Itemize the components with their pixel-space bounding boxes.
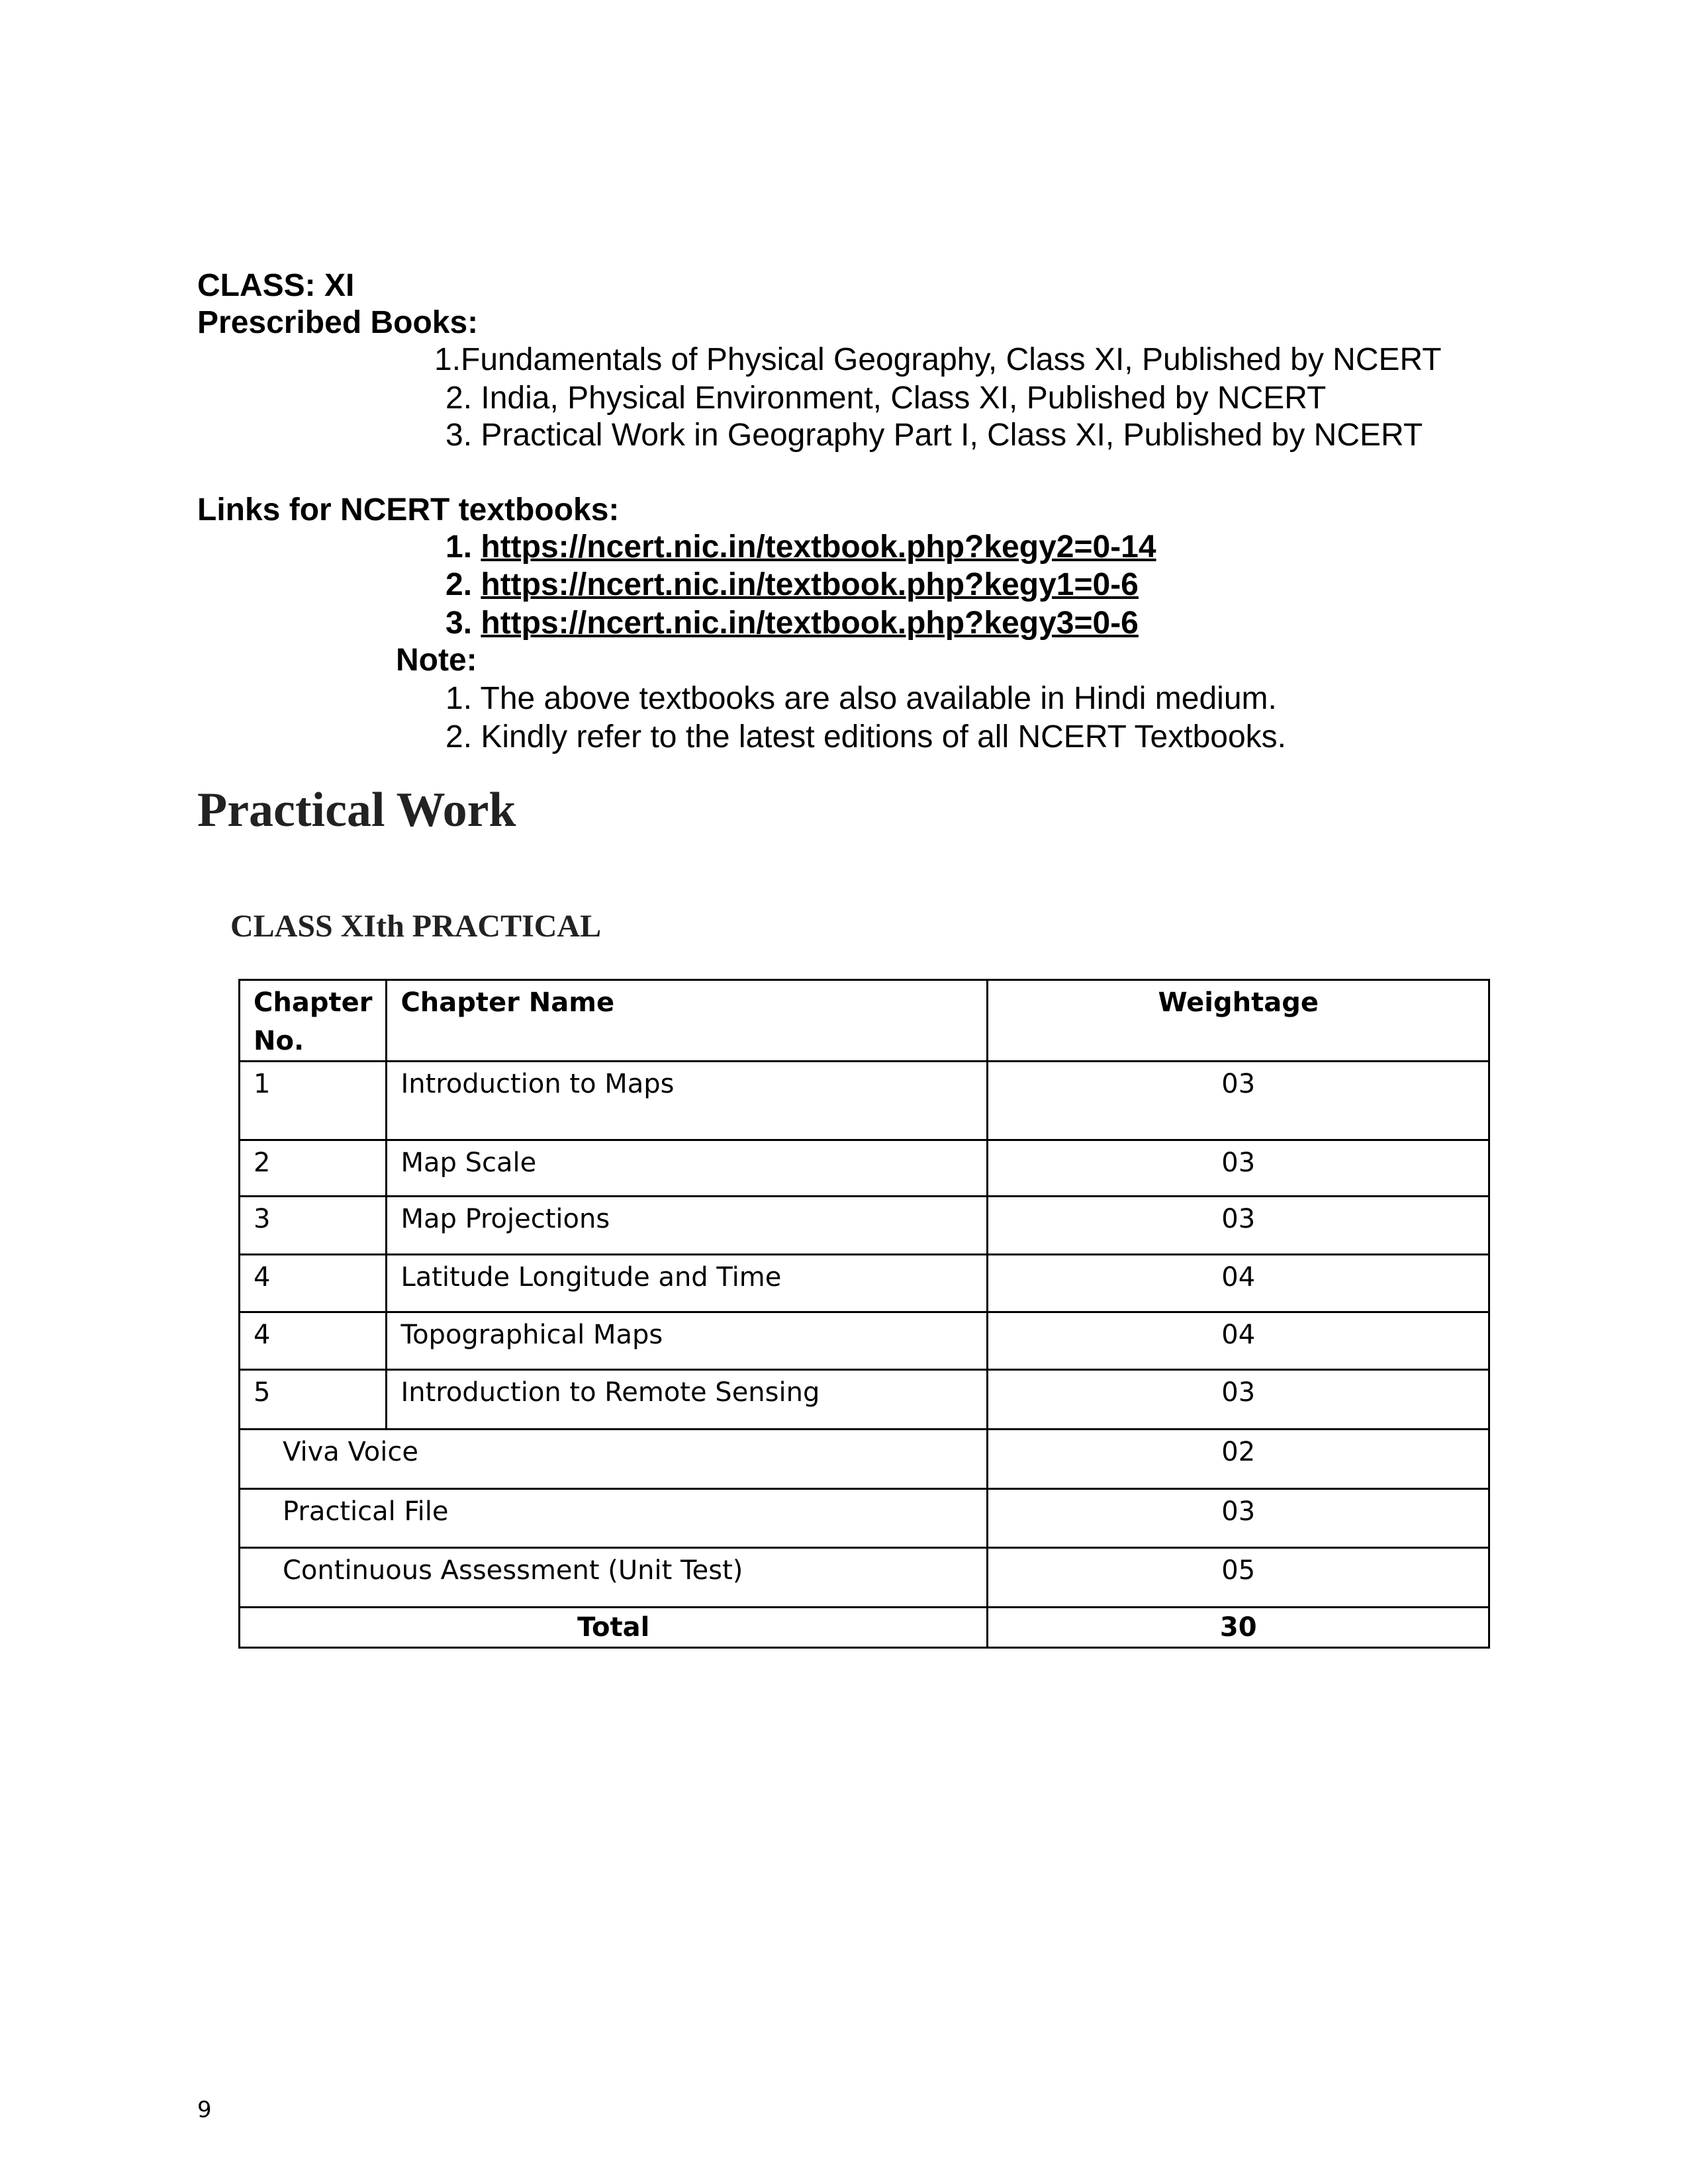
weightage: 04 [988,1255,1489,1312]
table-header-row [240,980,1489,1062]
chapter-name: Latitude Longitude and Time [387,1255,988,1312]
chapter-no: 4 [240,1255,387,1312]
section-title: Practical Work [197,783,516,837]
prescribed-book-item: 3. Practical Work in Geography Part I, Class XI, Published by NCERT [445,418,1423,453]
class-label: CLASS: XI [197,268,355,303]
table-row [240,1370,1489,1430]
link-number: 3. [445,606,473,641]
weightage: 03 [988,1370,1489,1430]
textbook-link[interactable]: https://ncert.nic.in/textbook.php?kegy2=0-14 [481,529,1156,565]
chapter-name: Topographical Maps [387,1312,988,1370]
note-heading: Note: [396,643,477,678]
chapter-name: Introduction to Remote Sensing [387,1370,988,1430]
link-number: 1. [445,529,473,565]
table-title: CLASS XIth PRACTICAL [230,909,602,944]
note-item: 2. Kindly refer to the latest editions of all NCERT Textbooks. [445,719,1286,754]
chapter-no: 4 [240,1312,387,1370]
links-heading: Links for NCERT textbooks: [197,492,620,527]
weightage: 04 [988,1312,1489,1370]
chapter-name: Introduction to Maps [387,1062,988,1140]
chapter-name: Map Scale [387,1140,988,1197]
weightage: 03 [988,1489,1489,1548]
textbook-link[interactable]: https://ncert.nic.in/textbook.php?kegy3=0-6 [481,606,1139,641]
link-item [445,529,1156,565]
component-name: Viva Voice [240,1430,988,1489]
link-number: 2. [445,567,473,602]
component-name: Continuous Assessment (Unit Test) [240,1548,988,1608]
total-label: Total [240,1608,988,1648]
table-row [240,1255,1489,1312]
table-row [240,1140,1489,1197]
table-row [240,1312,1489,1370]
chapter-name: Map Projections [387,1197,988,1255]
chapter-no: 1 [240,1062,387,1140]
table-row [240,1430,1489,1489]
weightage: 02 [988,1430,1489,1489]
table-row [240,1548,1489,1608]
prescribed-book-item: 2. India, Physical Environment, Class XI, Published by NCERT [445,381,1327,416]
weightage: 05 [988,1548,1489,1608]
chapter-no: 3 [240,1197,387,1255]
weightage: 03 [988,1140,1489,1197]
link-item [445,567,1139,603]
textbook-link[interactable]: https://ncert.nic.in/textbook.php?kegy1=0-6 [481,567,1139,602]
header-weightage: Weightage [988,980,1489,1062]
page-number: 9 [197,2097,212,2123]
total-value: 30 [988,1608,1489,1648]
note-item: 1. The above textbooks are also available in Hindi medium. [445,681,1277,716]
prescribed-books-heading: Prescribed Books: [197,305,479,340]
table-row [240,1197,1489,1255]
header-chapter-name: Chapter Name [387,980,988,1062]
link-item [445,605,1139,641]
weightage: 03 [988,1062,1489,1140]
chapter-no: 2 [240,1140,387,1197]
header-chapter-no: Chapter No. [240,980,387,1062]
prescribed-book-item: 1.Fundamentals of Physical Geography, Class XI, Published by NCERT [434,342,1442,377]
total-row [240,1608,1489,1648]
table-row [240,1489,1489,1548]
weightage: 03 [988,1197,1489,1255]
practical-weightage-table [238,979,1490,1649]
chapter-no: 5 [240,1370,387,1430]
table-row [240,1062,1489,1140]
component-name: Practical File [240,1489,988,1548]
